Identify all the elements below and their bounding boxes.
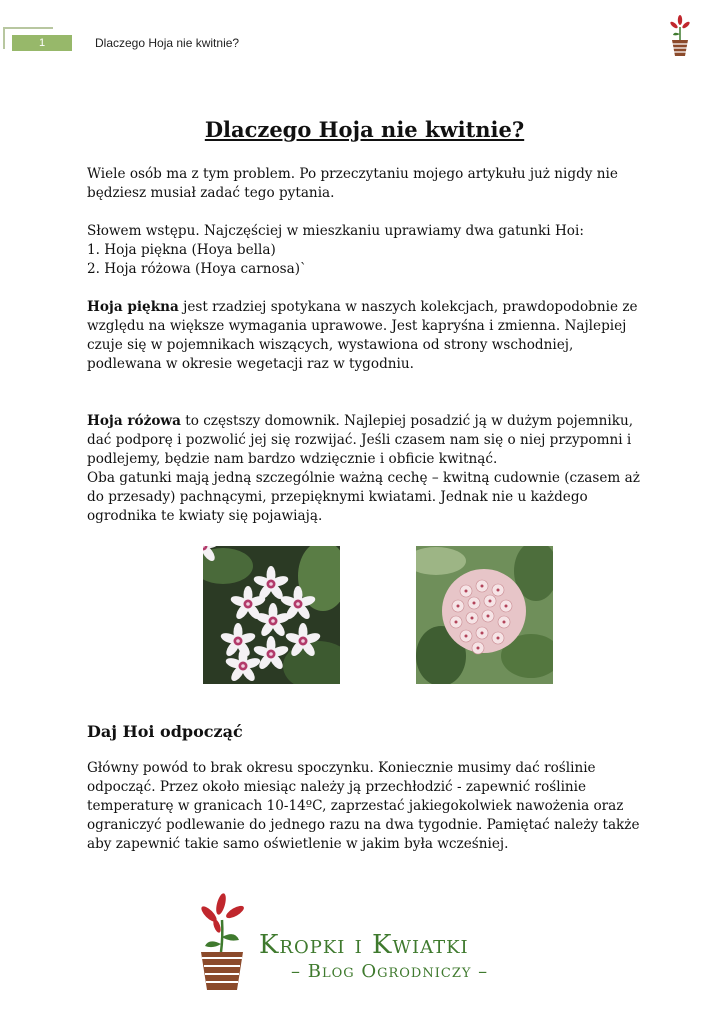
page-number: 1 [12,35,72,51]
list-item-2: 2. Hoja różowa (Hoya carnosa)` [87,261,307,277]
article-title: Dlaczego Hoja nie kwitnie? [204,117,525,142]
hoya-bella-paragraph [87,298,642,374]
lead-paragraph: Słowem wstępu. Najczęściej w mieszkaniu uprawiamy dwa gatunki Hoi: [87,223,584,239]
blog-logo [195,892,525,992]
both-species-paragraph: Oba gatunki mają jedną szczególnie ważną cechę – kwitną cudownie (czasem aż do przesady) pachnącymi, przepięknymi kwiatami. Jednak nie u każdego ogrodnika te kwiaty się pojawiają. [87,470,640,524]
hoya-carnosa-photo [416,546,553,684]
hoya-carnosa-text: to częstszy domownik. Najlepiej posadzić ją w dużym pojemniku, dać podporę i pozwolić jej się rozwijać. Jeśli czasem nam się o niej przypomni i podlejemy, będzie nam bardzo wdzięcznie i obficie kwitnąć. [87,413,634,467]
section-paragraph: Główny powód to brak okresu spoczynku. Koniecznie musimy dać roślinie odpocząć. Przez około miesiąc należy ją przechłodzić - zapewnić roślinie temperaturę w granicach 10-14ºC, zaprzestać jakiegokolwiek nawożenia oraz ograniczyć podlewanie do jednego razu na dwa tygodnie. Pamiętać należy także aby zapewnić takie samo oświetlenie w jakim była wcześniej. [87,760,640,852]
article-body [87,117,642,854]
hoya-carnosa-paragraph [87,412,642,469]
brand-tagline: – Blog Ogrodniczy – [291,961,489,982]
flower-pot-logo-icon [664,14,696,58]
page-number-box [0,23,78,54]
brand-name: Kropki i Kwiatki [259,930,469,960]
photo-row [203,546,553,684]
hoya-bella-name: Hoja piękna [87,299,179,315]
hoya-bella-photo [203,546,340,684]
intro-paragraph: Wiele osób ma z tym problem. Po przeczytaniu mojego artykułu już nigdy nie będziesz musiał zadać tego pytania. [87,166,618,201]
section-title: Daj Hoi odpocząć [87,722,243,741]
hoya-bella-text: jest rzadziej spotykana w naszych kolekcjach, prawdopodobnie ze względu na większe wymagania uprawowe. Jest kapryśna i zmienna. Najlepiej czuje się w pojemnikach wiszących, wystawiona od strony wschodniej, podlewana w okresie wegetacji raz w tygodniu. [87,299,638,372]
list-item-1: 1. Hoja piękna (Hoya bella) [87,242,276,258]
header-title: Dlaczego Hoja nie kwitnie? [95,36,240,50]
flower-pot-logo-icon [195,892,255,992]
hoya-carnosa-name: Hoja różowa [87,413,181,429]
